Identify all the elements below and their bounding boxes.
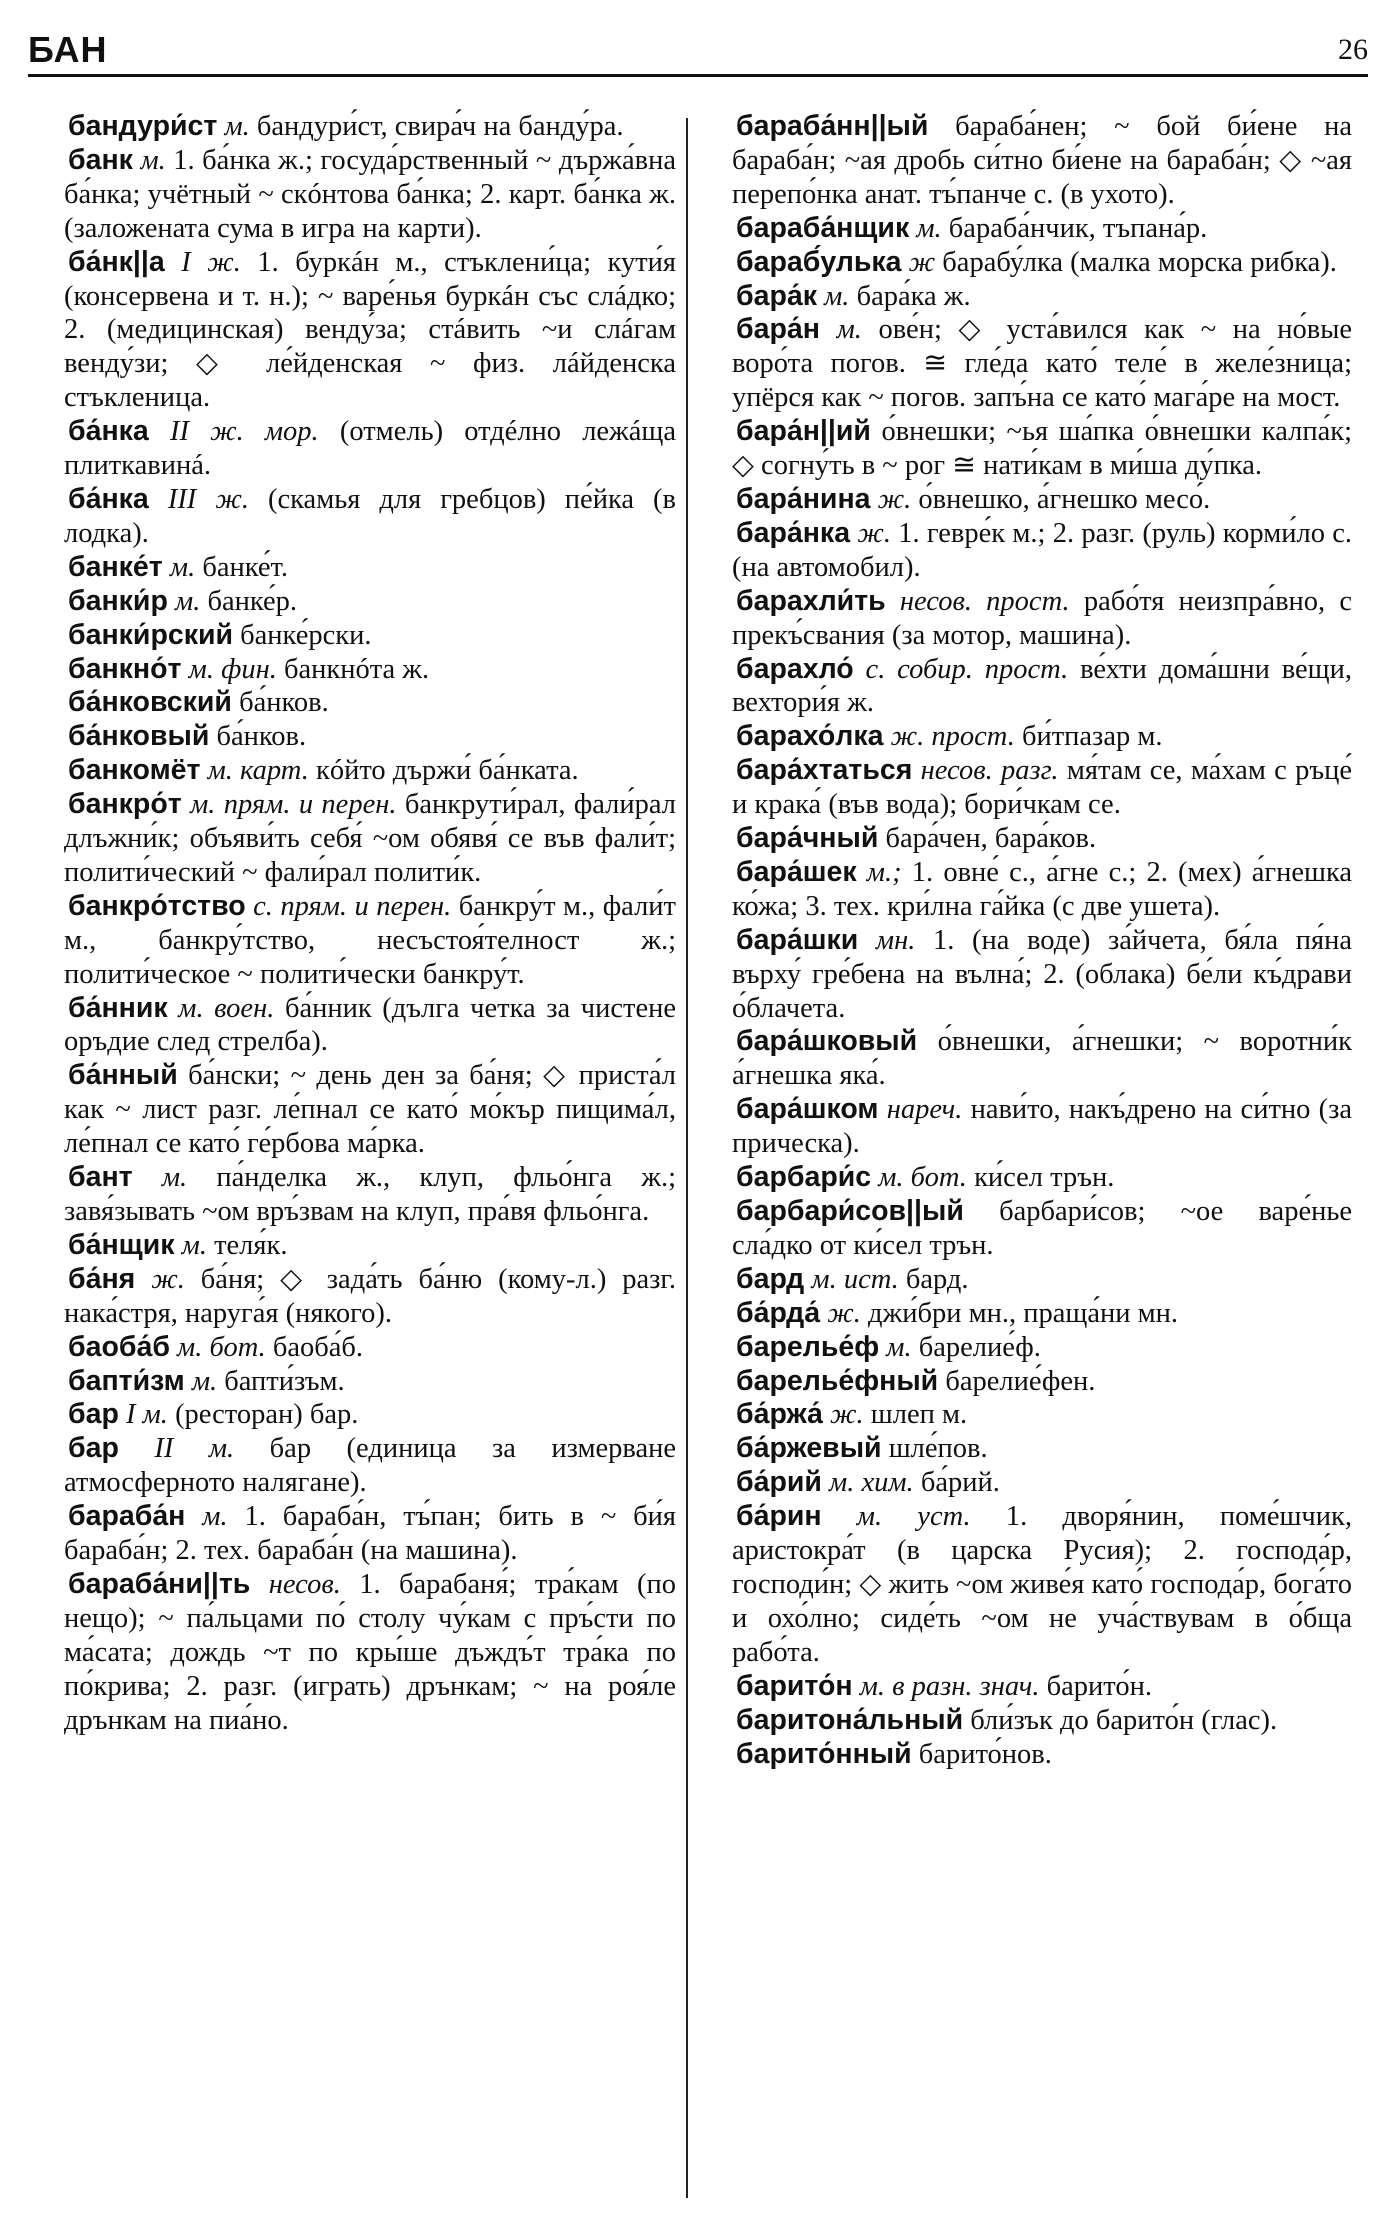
dictionary-entry — [64, 144, 676, 246]
entry-grammar-label: II м. — [154, 1433, 235, 1465]
entry-translation: барелие́ф. — [918, 1331, 1041, 1363]
entry-grammar-label: м. воен. — [178, 992, 275, 1024]
entry-translation: ба́рий. — [920, 1467, 1000, 1499]
entry-headword: бараба́нн||ый — [736, 110, 929, 142]
entry-grammar-label: м. — [191, 1365, 218, 1397]
entry-translation: (скамья для гребцов) пе́йка (в лодка). — [64, 483, 676, 549]
entry-grammar-label: ж. — [151, 1263, 185, 1295]
entry-headword: бараба́н — [68, 1500, 186, 1533]
dictionary-entry — [64, 788, 676, 890]
entry-grammar-label: ж. — [857, 517, 891, 549]
entry-translation: 1. гевре́к м.; 2. разг. (руль) корми́ло с. (на автомобил). — [732, 517, 1353, 583]
entry-grammar-label: м. бот. — [878, 1162, 967, 1194]
dictionary-entry — [732, 924, 1352, 1026]
entry-grammar-label: II ж. мор. — [169, 416, 319, 448]
dictionary-entry — [64, 686, 676, 720]
entry-headword: барито́нный — [736, 1737, 912, 1770]
entry-headword: банкро́т — [68, 788, 182, 821]
dictionary-entry — [64, 754, 676, 788]
entry-translation: шлеп м. — [870, 1399, 968, 1431]
dictionary-entry — [732, 720, 1352, 754]
entry-translation: банке́рски. — [240, 619, 372, 651]
dictionary-entry — [64, 585, 676, 619]
entry-headword: бара́н||ий — [736, 415, 871, 448]
entry-translation: барбари́сов; ~ое варе́нье сла́дко от ки́сел трън. — [732, 1196, 1353, 1261]
entry-translation: банкрути́рал, фали́рал длъжни́к; объяви́ть себя́ ~ом обявя́ се във фали́т; полити́ческий ~ фали́рал полити́к. — [64, 789, 677, 888]
entry-translation: барито́н. — [1046, 1670, 1152, 1702]
entry-grammar-label: м. фин. — [188, 653, 277, 685]
entry-grammar-label: м. уст. — [856, 1501, 971, 1533]
entry-headword: банке́т — [68, 550, 163, 583]
entry-translation: бара́чен, бара́ков. — [885, 823, 1097, 855]
dictionary-entry — [64, 1161, 676, 1229]
dictionary-entry — [64, 1398, 676, 1432]
dictionary-entry — [732, 653, 1352, 721]
entry-headword: банк — [68, 143, 133, 176]
entry-translation: бандури́ст, свира́ч на банду́ра. — [256, 111, 624, 142]
entry-headword: бар — [68, 1398, 119, 1431]
entry-headword: ба́нковый — [68, 720, 210, 753]
entry-headword: ба́нка — [68, 482, 149, 515]
entry-translation: бапти́зъм. — [224, 1365, 345, 1397]
entry-translation: барито́нов. — [918, 1738, 1052, 1770]
entry-translation: 1. овне́ с., а́гне с.; 2. (мех) а́гнешка ко́жа; 3. тех. кри́лна га́йка (с две ушета). — [732, 856, 1353, 922]
entry-headword: ба́нник — [68, 991, 168, 1024]
dictionary-entry — [732, 1331, 1352, 1365]
dictionary-entry — [64, 110, 676, 144]
page-header — [28, 28, 1368, 77]
entry-headword: барелье́фный — [736, 1364, 939, 1397]
entry-headword: бараба́ни||ть — [68, 1567, 251, 1600]
entry-grammar-label: ж. — [830, 1399, 864, 1431]
entry-translation: (отмель) отдéлно лежáща плиткавинá. — [64, 416, 676, 482]
entry-headword: бара́нка — [736, 516, 851, 549]
entry-grammar-label: м. — [824, 280, 850, 312]
entry-translation: банке́р. — [207, 585, 298, 617]
entry-headword: барахло́ — [736, 652, 854, 685]
dictionary-entry — [64, 992, 676, 1060]
entry-headword: ба́ржевый — [736, 1432, 882, 1465]
entry-translation: джи́бри мн., праща́ни мн. — [868, 1297, 1179, 1329]
entry-grammar-label: м. хим. — [829, 1467, 914, 1499]
entry-headword: ба́нк||а — [68, 245, 165, 278]
entry-translation: кóйто държи́ ба́нката. — [315, 755, 579, 787]
entry-grammar-label: ж. прост. — [890, 721, 1015, 753]
entry-headword: ба́ня — [68, 1262, 136, 1295]
dictionary-entry — [64, 619, 676, 653]
entry-translation: банкнóта ж. — [283, 653, 430, 685]
dictionary-entry — [732, 1365, 1352, 1399]
entry-headword: ба́нковский — [68, 686, 232, 719]
dictionary-entry — [732, 1263, 1352, 1297]
entry-grammar-label: м. — [202, 1501, 228, 1533]
dictionary-entry — [732, 280, 1352, 314]
dictionary-entry — [732, 822, 1352, 856]
entry-grammar-label: с. собир. прост. — [865, 653, 1069, 685]
dictionary-entry — [732, 415, 1352, 483]
entry-grammar-label: нареч. — [886, 1094, 963, 1126]
entry-translation: па́нделка ж., клуп, фльо́нга ж.; завя́зывать ~ом връ́звам на клуп, пра́вя фльо́нга. — [64, 1162, 677, 1227]
entry-headword: бант — [68, 1161, 133, 1194]
entry-headword: ба́рий — [736, 1466, 822, 1499]
entry-headword: банкро́тство — [68, 889, 246, 922]
entry-headword: бара́шки — [736, 923, 859, 956]
entry-headword: банки́рский — [68, 618, 234, 651]
entry-translation: мя́там се, ма́хам с ръце́ и крака́ (във вода); бори́чкам се. — [732, 755, 1352, 821]
dictionary-entry — [732, 246, 1352, 280]
entry-grammar-label: м. — [140, 144, 166, 176]
dictionary-entry — [64, 1331, 676, 1365]
page-number: 26 — [1328, 30, 1368, 70]
entry-translation: би́тпазар м. — [1021, 721, 1163, 753]
entry-translation: бара́ка ж. — [856, 280, 971, 312]
entry-headword: ба́рин — [736, 1500, 822, 1533]
entry-headword: бара́шек — [736, 855, 857, 888]
entry-translation: барабу́лка (малка морска рибка). — [942, 246, 1337, 278]
entry-grammar-label: м. — [161, 1162, 188, 1194]
entry-grammar-label: несов. прост. — [899, 585, 1070, 617]
entry-translation: теля́к. — [214, 1229, 288, 1261]
entry-grammar-label: с. прям. и перен. — [253, 890, 452, 922]
entry-grammar-label: ж — [908, 246, 936, 278]
dictionary-entry — [64, 1500, 676, 1568]
dictionary-entry — [64, 415, 676, 483]
entry-translation: о́внешко, а́гнешко месо́. — [918, 483, 1211, 515]
entry-headword: бара́шком — [736, 1093, 879, 1126]
dictionary-entry — [64, 720, 676, 754]
entry-grammar-label: I м. — [126, 1399, 168, 1431]
entry-translation: нави́то, накъ́дрено на си́тно (за прическа). — [732, 1094, 1353, 1160]
dictionary-entry — [732, 1161, 1352, 1195]
entry-headword: банкомёт — [68, 754, 201, 787]
entry-translation: ба́нков. — [216, 721, 307, 753]
entry-translation: 1. буркáн м., стъклени́ца; кути́я (консервена и т. н.); ~ варе́нья буркáн със слáдко; 2. (медицинская) венду́за; стáвить ~и слáгам венду́зи; ◇ ле́йденская ~ физ. лáйденска стъкленица. — [64, 246, 677, 414]
dictionary-entry — [64, 1568, 676, 1738]
entry-headword: бапти́зм — [68, 1364, 185, 1397]
entry-translation: банке́т. — [202, 551, 288, 583]
dictionary-entry — [732, 483, 1352, 517]
dictionary-entry — [732, 1500, 1352, 1670]
entry-translation: рабо́тя неизпра́вно, с прекъ́свания (за мотор, машина). — [732, 585, 1353, 651]
dictionary-entry — [64, 1365, 676, 1399]
entry-headword: барахли́ть — [736, 584, 886, 617]
dictionary-entry — [64, 1432, 676, 1500]
entry-translation: ове́н; ◇ уста́вился как ~ на но́вые воро́та погов. ≅ гле́да като́ теле́ в желе́зница; упёрся как ~ погов. запъ́на се като́ мага́ре на мост. — [732, 314, 1353, 414]
entry-translation: бли́зък до барито́н (глас). — [970, 1704, 1278, 1736]
entry-translation: ба́ня; ◇ зада́ть ба́ню (кому-л.) разг. нака́стря, наруга́я (някого). — [64, 1263, 676, 1329]
entry-headword: бара́к — [736, 279, 817, 312]
entry-headword: бара́шковый — [736, 1025, 918, 1058]
dictionary-entry — [732, 754, 1352, 822]
entry-translation: ба́нков. — [239, 687, 329, 719]
entry-grammar-label: м. — [224, 111, 250, 142]
entry-grammar-label: м. ист. — [811, 1263, 899, 1295]
entry-translation: о́внешки, а́гнешки; ~ воротни́к а́гнешка яка́. — [732, 1026, 1352, 1092]
right-column — [732, 110, 1352, 1771]
entry-grammar-label: м. — [175, 585, 201, 617]
entry-grammar-label: I ж. — [181, 246, 241, 278]
entry-headword: ба́нный — [68, 1059, 178, 1092]
column-divider — [686, 118, 688, 2198]
entry-grammar-label: м. в разн. знач. — [859, 1670, 1040, 1702]
entry-headword: бара́чный — [736, 822, 879, 855]
dictionary-entry — [732, 1195, 1352, 1263]
dictionary-entry — [64, 1059, 676, 1161]
entry-grammar-label: м. прям. и перен. — [190, 789, 397, 821]
entry-translation: 1. барабаня́; тра́кам (по нещо); ~ па́льцами по́ столу чу́кам с пръ́сти по ма́сата; дождь ~т по кры́ше дъждъ́т тра́ка по по́крива; 2. разг. (играть) дрънкам; ~ на роя́ле дрънкам на пиа́но. — [64, 1568, 677, 1736]
entry-headword: бара́н — [736, 313, 820, 346]
entry-translation: ки́сел трън. — [974, 1162, 1115, 1194]
dictionary-entry — [732, 1398, 1352, 1432]
entry-grammar-label: мн. — [875, 924, 916, 956]
entry-headword: ба́ржа́ — [736, 1398, 823, 1431]
entry-translation: баоба́б. — [272, 1331, 364, 1363]
header-guide-word: БАН — [28, 28, 122, 72]
dictionary-entry — [732, 1466, 1352, 1500]
dictionary-entry — [64, 551, 676, 585]
entry-grammar-label: м. — [886, 1331, 912, 1363]
entry-translation: барелие́фен. — [945, 1365, 1096, 1397]
entry-translation: банкру́т м., фали́т м., банкру́тство, несъстоя́телност ж.; полити́ческое ~ полити́чески банкру́т. — [64, 890, 677, 990]
entry-translation: бар (единица за измерване атмосферното налягане). — [64, 1433, 677, 1499]
entry-translation: ба́нски; ~ день ден за ба́ня; ◇ приста́л как ~ лист разг. ле́пнал се като́ мо́кър пищима́л, ле́пнал се като́ ге́рбова ма́рка. — [64, 1060, 676, 1160]
entry-headword: барелье́ф — [736, 1330, 880, 1363]
entry-grammar-label: ж. — [827, 1297, 861, 1329]
dictionary-entry — [732, 517, 1352, 585]
dictionary-entry — [64, 1229, 676, 1263]
entry-translation: ве́хти дома́шни ве́щи, вехтори́я ж. — [732, 653, 1352, 719]
entry-grammar-label: м. — [181, 1229, 207, 1261]
dictionary-entry — [64, 1263, 676, 1331]
entry-headword: ба́рда́ — [736, 1296, 821, 1329]
entry-headword: бандури́ст — [68, 110, 218, 142]
entry-grammar-label: м. — [836, 314, 862, 346]
entry-headword: банкно́т — [68, 652, 182, 685]
dictionary-entry — [732, 1738, 1352, 1772]
entry-headword: банки́р — [68, 584, 168, 617]
dictionary-entry — [732, 1025, 1352, 1093]
entry-grammar-label: м. бот. — [177, 1331, 266, 1363]
entry-grammar-label: м. — [169, 551, 196, 583]
dictionary-entry — [732, 1704, 1352, 1738]
entry-headword: бараб́улька — [736, 245, 902, 278]
entry-translation: ба́нник (дълга четка за чистене оръдие след стрелба). — [64, 992, 676, 1058]
entry-headword: барито́н — [736, 1669, 853, 1702]
entry-headword: баритона́льный — [736, 1703, 964, 1736]
left-column — [64, 110, 676, 1738]
dictionary-entry — [732, 585, 1352, 653]
entry-translation: 1. бараба́н, тъ́пан; бить в ~ би́я бараба́н; 2. тех. бараба́н (на машина). — [64, 1501, 676, 1567]
entry-headword: бар — [68, 1432, 119, 1465]
entry-translation: 1. ба́нка ж.; госуда́рственный ~ държа́вна ба́нка; учётный ~ скóнтова ба́нка; 2. карт. ба́нка ж. (заложената сума в игра на карти). — [64, 144, 677, 244]
entry-headword: бара́хтаться — [736, 754, 913, 787]
entry-headword: бараба́нщик — [736, 211, 910, 244]
entry-headword: бард — [736, 1262, 805, 1295]
entry-translation: 1. дворя́нин, поме́шчик, аристокра́т (в царска Русия); 2. господа́р, господи́н; ◇ жить ~ом живе́я като́ господа́р, бога́то и охо́лно; сиде́ть ~ом не уча́ствувам в о́бща рабо́та. — [732, 1501, 1352, 1668]
dictionary-entry — [732, 1432, 1352, 1466]
entry-translation: шле́пов. — [888, 1433, 988, 1465]
entry-grammar-label: ж. — [877, 483, 912, 515]
entry-grammar-label: м.; — [866, 856, 902, 888]
entry-headword: бара́нина — [736, 482, 871, 515]
entry-headword: ба́нка — [68, 415, 149, 448]
entry-translation: (ресторан) бар. — [175, 1399, 359, 1431]
entry-translation: бараба́нен; ~ бой би́ене на бараба́н; ~ая дробь си́тно би́ене на бараба́н; ◇ ~ая перепо́нка анат. тъ́панче с. (в ухото). — [732, 111, 1353, 210]
entry-headword: ба́нщик — [68, 1228, 175, 1261]
entry-headword: барбари́сов||ый — [736, 1195, 964, 1227]
dictionary-entry — [732, 1670, 1352, 1704]
entry-translation: 1. (на воде) за́йчета, бя́ла пя́на върху́ гре́бена на вълна́; 2. (облака) бе́ли къ́драви о́блачета. — [732, 924, 1353, 1024]
entry-headword: баоба́б — [68, 1330, 170, 1363]
dictionary-entry — [64, 890, 676, 992]
entry-translation: бард. — [905, 1263, 969, 1295]
entry-headword: барбари́с — [736, 1161, 872, 1194]
entry-grammar-label: III ж. — [167, 483, 249, 515]
dictionary-entry — [64, 653, 676, 687]
entry-headword: барахо́лка — [736, 720, 884, 753]
dictionary-entry — [732, 856, 1352, 924]
dictionary-entry — [732, 110, 1352, 212]
dictionary-entry — [732, 1093, 1352, 1161]
dictionary-entry — [64, 483, 676, 551]
entry-translation: бараба́нчик, тъпана́р. — [948, 212, 1208, 244]
entry-translation: о́внешки; ~ья ша́пка о́внешки калпа́к; ◇ согну́ть в ~ рог ≅ нати́кам в ми́ша ду́пка. — [732, 416, 1352, 482]
dictionary-entry — [732, 313, 1352, 415]
entry-grammar-label: м. — [916, 212, 942, 244]
entry-grammar-label: несов. разг. — [920, 755, 1059, 787]
dictionary-entry — [732, 212, 1352, 246]
dictionary-entry — [64, 246, 676, 416]
entry-grammar-label: м. карт. — [207, 755, 309, 787]
dictionary-entry — [732, 1297, 1352, 1331]
entry-grammar-label: несов. — [268, 1568, 341, 1600]
